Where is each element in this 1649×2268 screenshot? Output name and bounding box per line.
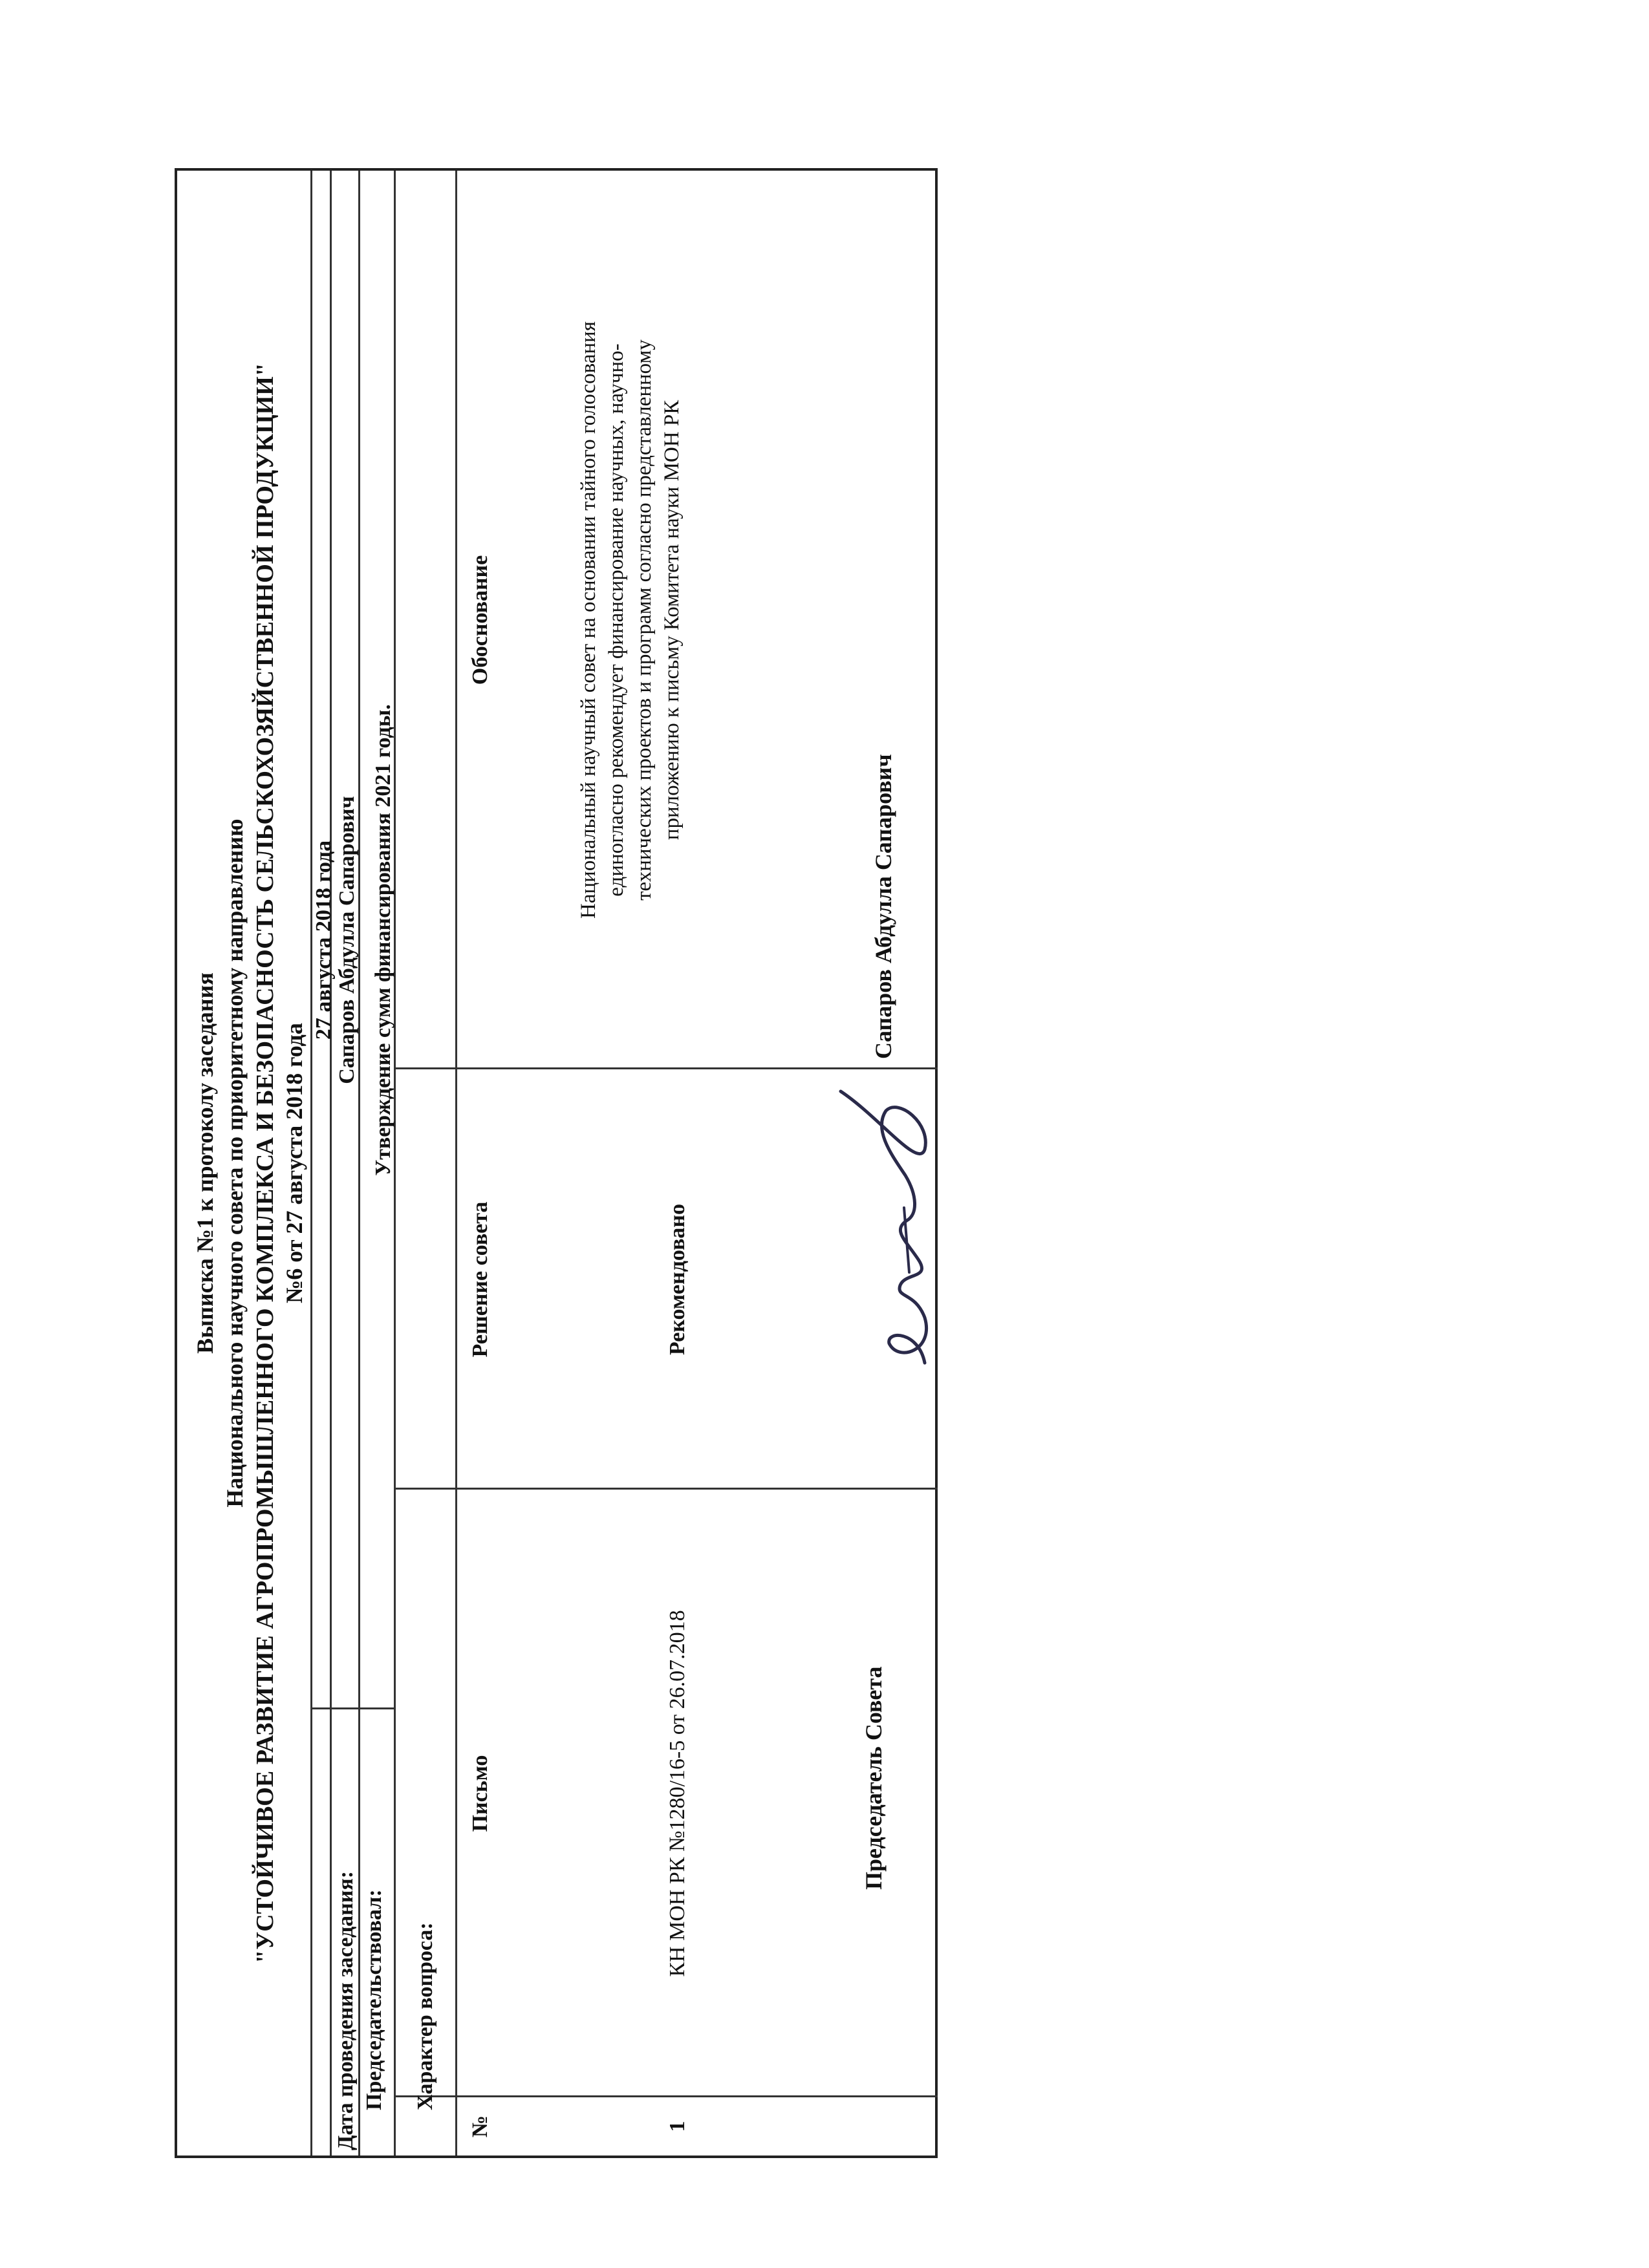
justification-text	[575, 177, 686, 1063]
justification-line: приложению к письму Комитета науки МОН РК	[660, 400, 684, 840]
meeting-date-label: Дата проведения заседания:	[334, 1870, 358, 2150]
council-line: Национального научного совета по приоритетному направлению	[222, 818, 248, 1508]
extract-table	[175, 168, 938, 2158]
doc-title: Выписка №1 к протоколу заседания	[192, 972, 218, 1354]
justification-line: Национальный научный совет на основании тайного голосования	[577, 321, 600, 919]
letter-reference: КН МОН РК №1280/16-5 от 26.07.2018	[665, 1610, 689, 1977]
direction-title: "УСТОЙЧИВОЕ РАЗВИТИЕ АГРОПРОМЫШЛЕННОГО КОМПЛЕКСА И БЕЗОПАСНОСТЬ СЕЛЬСКОХОЗЯЙСТВЕННОЙ ПРОДУКЦИИ"	[252, 363, 279, 1963]
protocol-number: №6 от 27 августа 2018 года	[281, 1023, 307, 1303]
col-header-decision: Решение совета	[468, 1201, 492, 1358]
signature	[828, 1072, 983, 1369]
col-header-letter: Письмо	[468, 1755, 492, 1832]
chair-name: Сапаров Абдулла Сапарович	[870, 754, 896, 1059]
justification-line: единогласно рекомендует финансирование научных, научно-	[605, 343, 628, 897]
divider	[455, 171, 457, 2156]
issue-label: Характер вопроса:	[413, 1922, 437, 2110]
chair-label: Председательствовал:	[362, 1889, 386, 2110]
meeting-date-value: 27 августа 2018 года	[312, 840, 336, 1040]
chair-value: Сапаров Абдулла Сапарович	[335, 796, 359, 1084]
issue-value: Утверждение сумм финансирования 2021 годы.	[371, 704, 395, 1176]
chair-title: Председатель Совета	[861, 1666, 887, 1890]
council-decision: Рекомендовано	[665, 1203, 689, 1356]
justification-line: технических проектов и программ согласно представленному	[632, 339, 656, 901]
col-header-number: №	[468, 2115, 492, 2138]
row-number: 1	[665, 2121, 689, 2132]
col-header-justification: Обоснование	[468, 555, 492, 685]
